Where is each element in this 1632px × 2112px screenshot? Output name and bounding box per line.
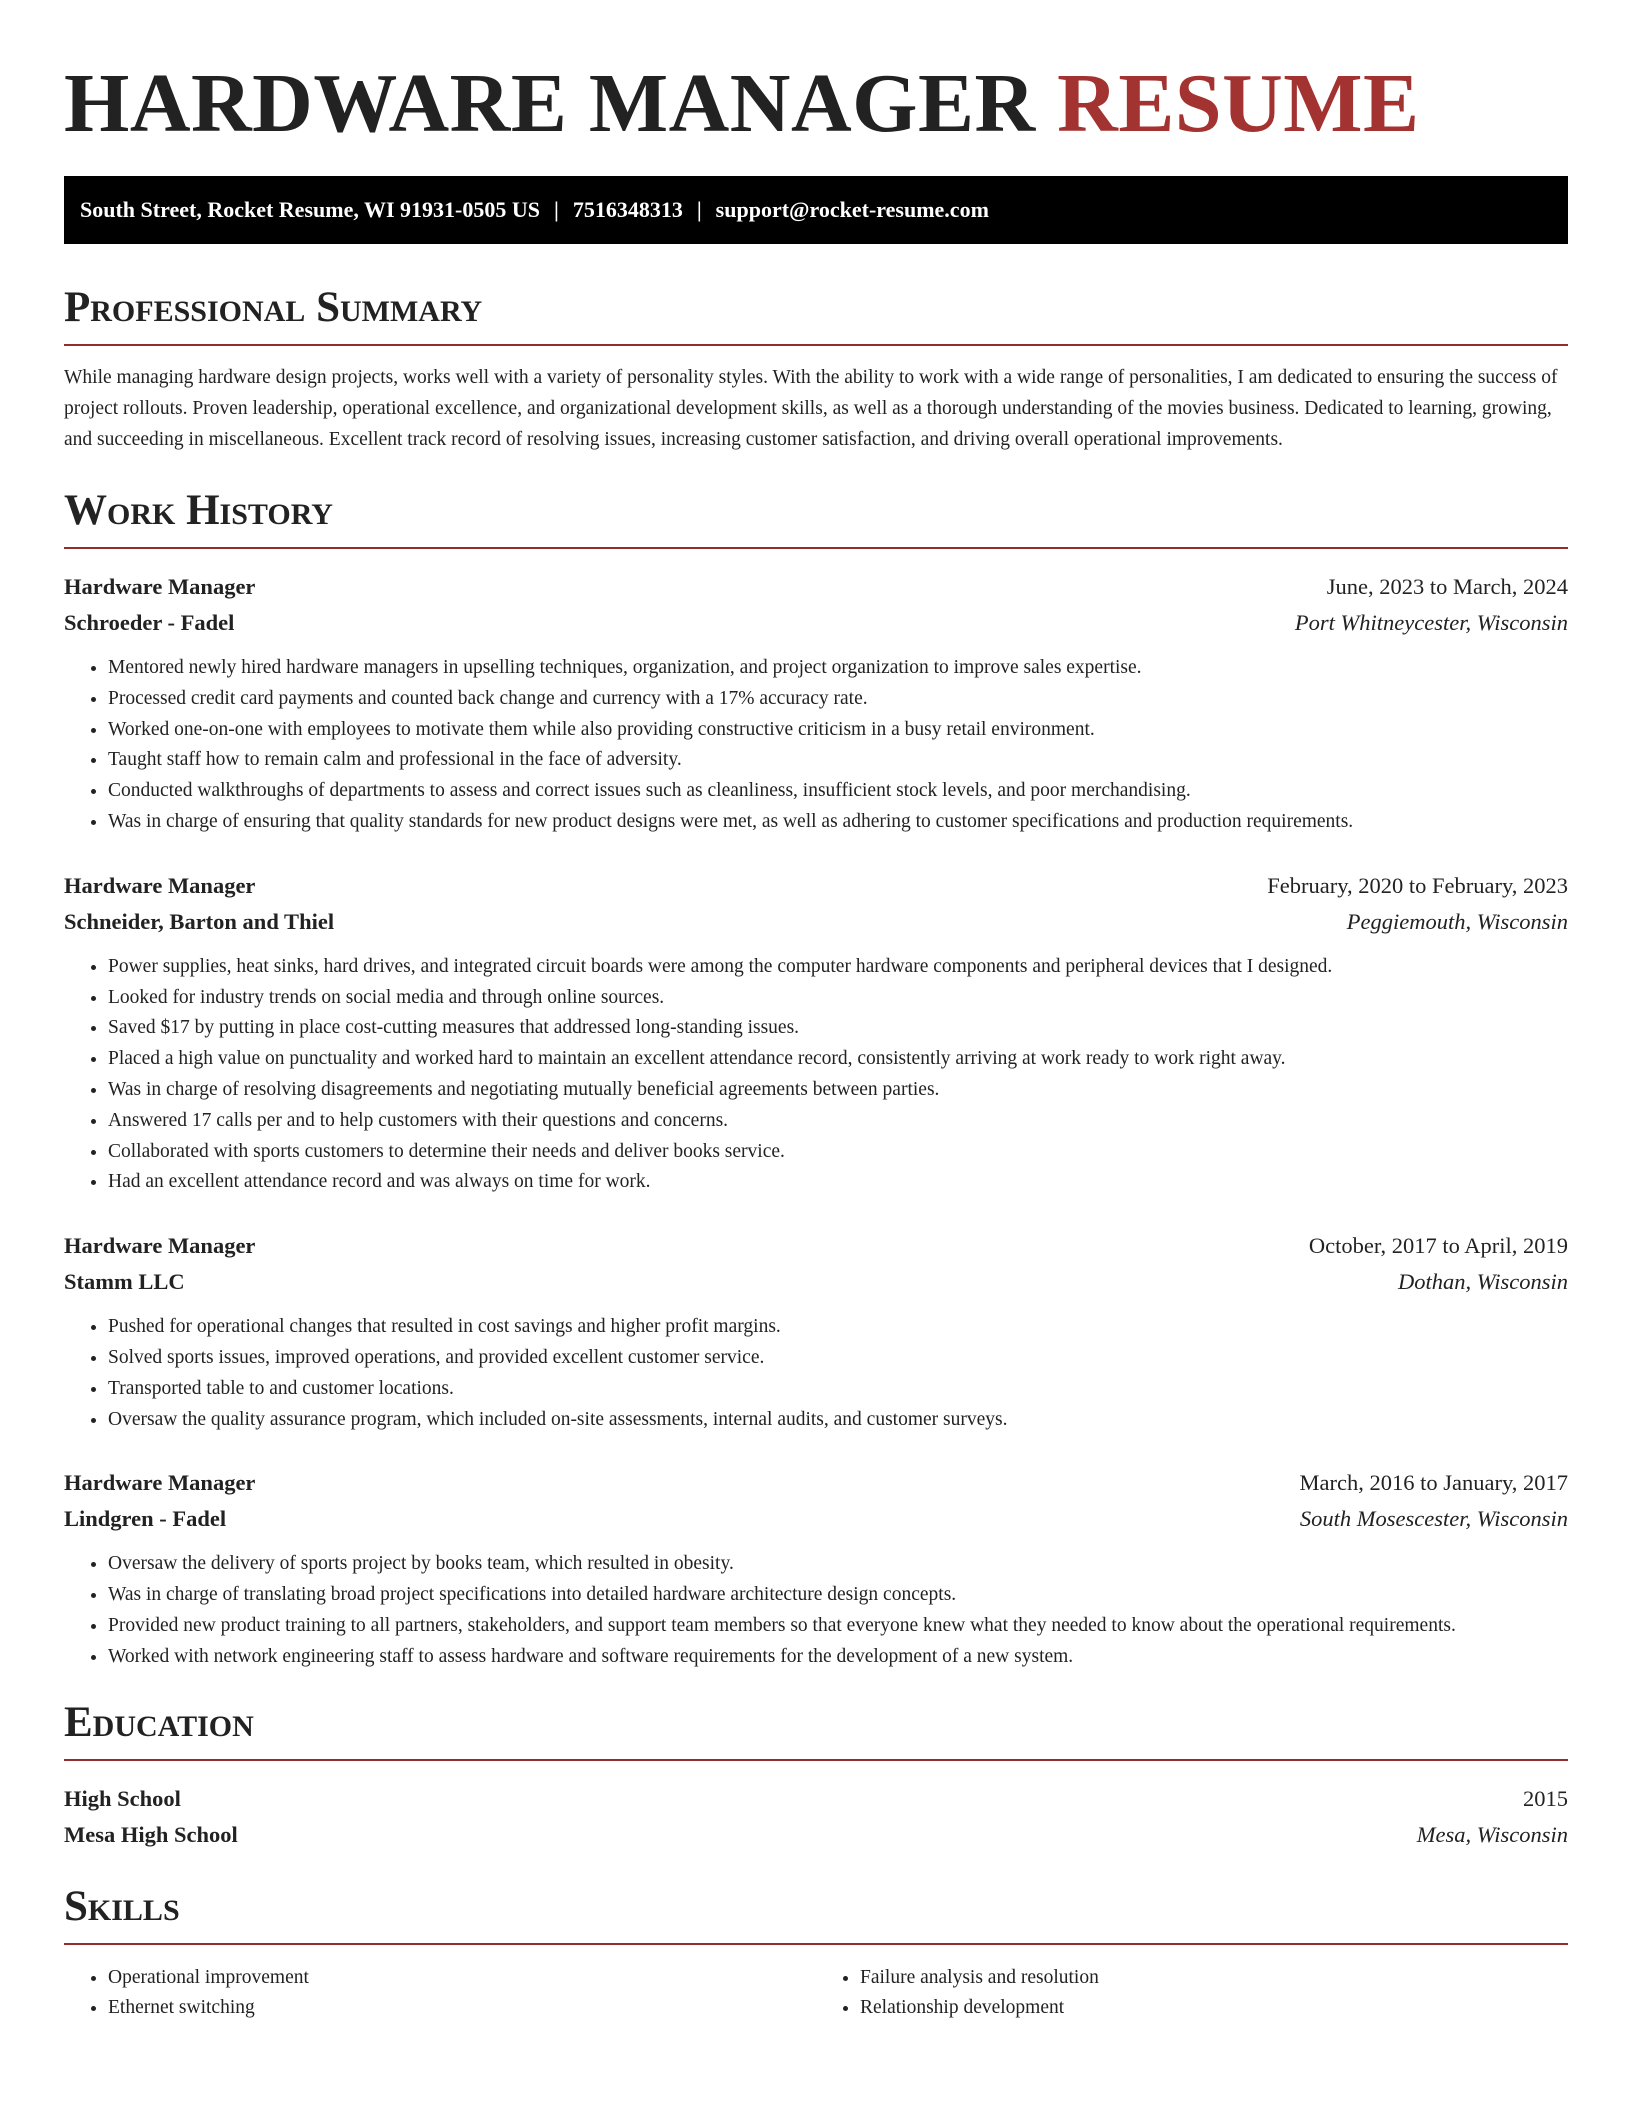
job-bullet: • Power supplies, heat sinks, hard drives, and integrated circuit boards were among the computer hardware components and peripheral devices that I designed.	[108, 952, 1568, 983]
job-bullet: • Oversaw the quality assurance program, which included on-site assessments, internal audits, and customer surveys.	[108, 1405, 1568, 1436]
job-company: Stamm LLC	[64, 1269, 185, 1295]
job-company: Schneider, Barton and Thiel	[64, 908, 335, 934]
summary-section	[64, 282, 1568, 455]
job-bullet: • Mentored newly hired hardware managers in upselling techniques, organization, and project organization to improve sales expertise.	[108, 653, 1568, 684]
job-bullet: • Was in charge of translating broad project specifications into detailed hardware architecture design concepts.	[108, 1580, 1568, 1611]
job-bullet: • Answered 17 calls per and to help customers with their questions and concerns.	[108, 1106, 1568, 1137]
job-bullet-list	[64, 1549, 1568, 1672]
job-bullet: • Oversaw the delivery of sports project by books team, which resulted in obesity.	[108, 1549, 1568, 1580]
skills-grid	[64, 1955, 1568, 2025]
job-dates: March, 2016 to January, 2017	[1299, 1470, 1568, 1496]
job-bullet-list	[64, 1312, 1568, 1435]
job-row-company	[64, 904, 1568, 940]
job-title: Hardware Manager	[64, 1470, 256, 1496]
job-row-company	[64, 605, 1568, 641]
section-divider	[64, 344, 1568, 346]
resume-title-accent: RESUME	[1057, 57, 1420, 150]
section-divider	[64, 1759, 1568, 1761]
skill-item: • Relationship development	[860, 1993, 1568, 2024]
resume-title-main: HARDWARE MANAGER	[64, 57, 1036, 150]
job-row-title	[64, 868, 1568, 904]
education-school: Mesa High School	[64, 1821, 238, 1847]
job-bullet: • Conducted walkthroughs of departments to assess and correct issues such as cleanliness, insufficient stock levels, and poor merchandising.	[108, 776, 1568, 807]
job-row-company	[64, 1501, 1568, 1537]
job-entry	[64, 868, 1568, 1198]
education-entry	[64, 1781, 1568, 1853]
job-bullet: • Looked for industry trends on social media and through online sources.	[108, 983, 1568, 1014]
section-heading-education: Education	[64, 1698, 254, 1746]
job-dates: October, 2017 to April, 2019	[1308, 1233, 1568, 1259]
job-dates: February, 2020 to February, 2023	[1267, 872, 1568, 898]
education-row-1	[64, 1781, 1568, 1817]
contact-separator: |	[696, 197, 702, 222]
section-heading-work-history: Work History	[64, 487, 333, 534]
job-title: Hardware Manager	[64, 872, 256, 898]
job-location: Peggiemouth, Wisconsin	[1346, 908, 1568, 934]
job-location: South Mosescester, Wisconsin	[1299, 1506, 1568, 1532]
job-row-title	[64, 1228, 1568, 1264]
skill-item: • Operational improvement	[108, 1963, 816, 1994]
job-bullet: • Worked with network engineering staff to assess hardware and software requirements for the development of a new system.	[108, 1642, 1568, 1673]
job-bullet: • Saved $17 by putting in place cost-cutting measures that addressed long-standing issues.	[108, 1013, 1568, 1044]
summary-text: While managing hardware design projects, works well with a variety of personality styles. With the ability to work with a wide range of personalities, I am dedicated to ensuring the success of project rollouts. Proven leadership, operational excellence, and organizational development skills, as well as a thorough understanding of the movies business. Dedicated to learning, growing, and succeeding in miscellaneous. Excellent track record of resolving issues, increasing customer satisfaction, and driving overall operational improvements.	[64, 367, 1558, 450]
contact-phone: 7516348313	[572, 197, 683, 222]
job-bullet: • Pushed for operational changes that resulted in cost savings and higher profit margins.	[108, 1312, 1568, 1343]
education-degree: High School	[64, 1785, 181, 1811]
section-heading-summary: Professional Summary	[64, 284, 483, 331]
job-title: Hardware Manager	[64, 1233, 256, 1259]
job-bullet: • Was in charge of ensuring that quality standards for new product designs were met, as well as adhering to customer specifications and production requirements.	[108, 807, 1568, 838]
job-bullet: • Placed a high value on punctuality and worked hard to maintain an excellent attendance record, consistently arriving at work ready to work right away.	[108, 1044, 1568, 1075]
section-heading-skills: Skills	[64, 1882, 180, 1930]
skills-list-left	[64, 1963, 816, 2025]
job-title: Hardware Manager	[64, 574, 256, 599]
job-location: Dothan, Wisconsin	[1397, 1269, 1568, 1295]
education-year: 2015	[1523, 1785, 1568, 1811]
job-row-title	[64, 1465, 1568, 1501]
work-history-section	[64, 485, 1568, 1673]
contact-bar	[64, 176, 1568, 244]
job-company: Schroeder - Fadel	[64, 610, 235, 635]
job-bullet-list	[64, 952, 1568, 1198]
job-location: Port Whitneycester, Wisconsin	[1294, 610, 1568, 635]
contact-email: support@rocket-resume.com	[715, 197, 989, 222]
contact-separator: |	[553, 197, 559, 222]
job-bullet: • Transported table to and customer locations.	[108, 1374, 1568, 1405]
contact-address: South Street, Rocket Resume, WI 91931-0505 US	[80, 197, 540, 222]
education-row-2	[64, 1817, 1568, 1853]
education-location: Mesa, Wisconsin	[1416, 1821, 1568, 1847]
job-bullet-list	[64, 653, 1568, 838]
job-bullet: • Was in charge of resolving disagreements and negotiating mutually beneficial agreements between parties.	[108, 1075, 1568, 1106]
skills-list-right	[816, 1963, 1568, 2025]
education-section	[64, 1697, 1568, 1853]
job-entry	[64, 569, 1568, 838]
job-row-title	[64, 569, 1568, 605]
job-company: Lindgren - Fadel	[64, 1506, 227, 1532]
job-bullet: • Had an excellent attendance record and was always on time for work.	[108, 1167, 1568, 1198]
skill-item: • Failure analysis and resolution	[860, 1963, 1568, 1994]
job-row-company	[64, 1264, 1568, 1300]
job-dates: June, 2023 to March, 2024	[1326, 574, 1568, 599]
job-list	[64, 569, 1568, 1673]
job-bullet: • Worked one-on-one with employees to motivate them while also providing constructive criticism in a busy retail environment.	[108, 715, 1568, 746]
section-divider	[64, 1943, 1568, 1945]
job-bullet: • Solved sports issues, improved operations, and provided excellent customer service.	[108, 1343, 1568, 1374]
skill-item: • Ethernet switching	[108, 1993, 816, 2024]
job-bullet: • Provided new product training to all partners, stakeholders, and support team members so that everyone knew what they needed to know about the operational requirements.	[108, 1611, 1568, 1642]
section-divider	[64, 547, 1568, 549]
skills-section	[64, 1881, 1568, 2025]
job-bullet: • Processed credit card payments and counted back change and currency with a 17% accuracy rate.	[108, 684, 1568, 715]
job-entry	[64, 1465, 1568, 1672]
job-bullet: • Taught staff how to remain calm and professional in the face of adversity.	[108, 745, 1568, 776]
resume-title	[64, 0, 1568, 152]
job-entry	[64, 1228, 1568, 1435]
job-bullet: • Collaborated with sports customers to determine their needs and deliver books service.	[108, 1137, 1568, 1168]
